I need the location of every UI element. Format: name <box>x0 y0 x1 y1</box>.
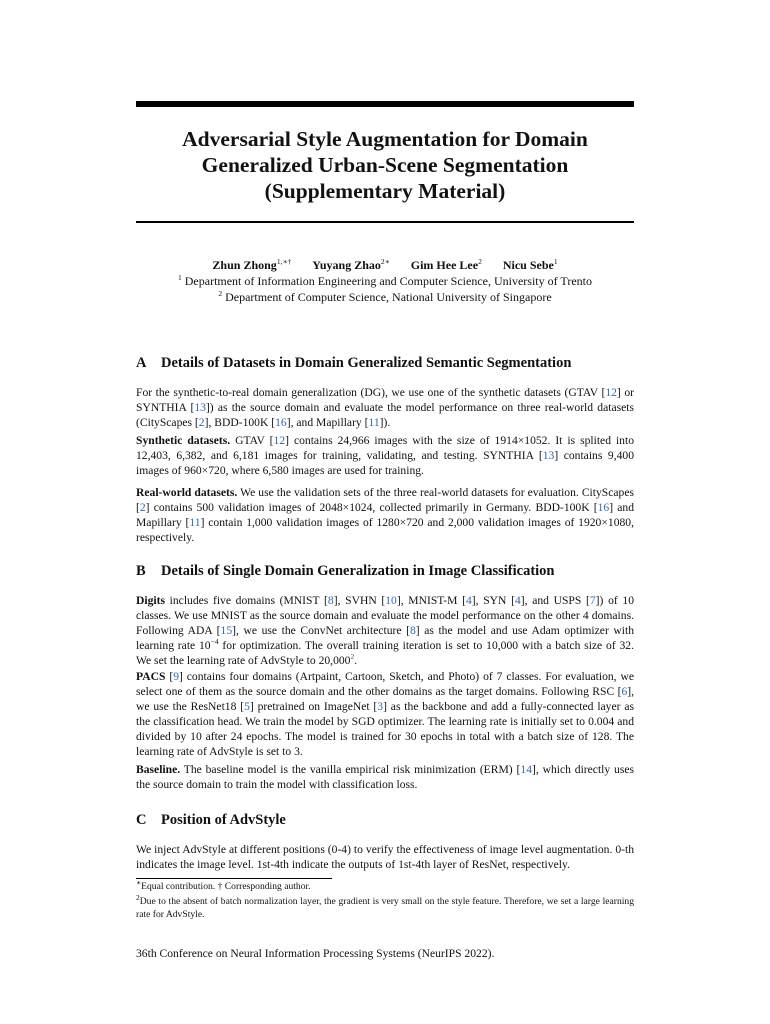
text-run: includes five domains (MNIST [ <box>164 594 328 607</box>
citation-link[interactable]: 6 <box>621 684 628 698</box>
affiliation <box>136 273 634 289</box>
footnote-mark: ∗ <box>136 877 142 887</box>
author-name: Gim Hee Lee <box>410 258 479 272</box>
footnote-text: Due to the absent of batch normalization layer, the gradient is very small on the style feature. Therefore, we set a large learning rate for AdvStyle. <box>136 896 634 920</box>
affiliation-mark: 2 <box>218 289 223 298</box>
affiliation-text: Department of Computer Science, National University of Singapore <box>225 290 552 304</box>
text-run: ]) of 10 classes. We use MNIST as the source domain and evaluate the model performance on the other 4 domains. Following ADA [ <box>136 594 634 637</box>
text-run: For the synthetic-to-real domain generalization (DG), we use one of the synthetic datasets (GTAV [ <box>136 386 606 399</box>
citation-link[interactable]: 9 <box>173 670 179 683</box>
paragraph-lead: Real-world datasets. <box>136 486 238 499</box>
author-marks: 2∗ <box>380 257 390 266</box>
text-run: ] as the backbone and add a fully-connected layer as the classification head. We train the model by SGD optimizer. The learning rate is initially set to 0.004 and divided by 10 after 24 epochs. The model is trained for 30 epochs in total with a batch size of 128. The learning rate of AdvStyle is set to 3. <box>136 699 634 758</box>
section-b-paragraph-2 <box>136 670 634 759</box>
text-run: ] and Mapillary [ <box>136 500 634 529</box>
author-name: Nicu Sebe <box>502 258 554 272</box>
section-number: C <box>136 812 147 828</box>
affiliation <box>136 289 634 305</box>
text-run: GTAV [ <box>230 434 274 447</box>
citation-link[interactable]: 4 <box>466 594 472 607</box>
citation-link[interactable]: 15 <box>220 623 233 637</box>
section-a-paragraph-3 <box>136 486 634 546</box>
text-run: ], SVHN [ <box>333 594 386 607</box>
citation-link[interactable]: 16 <box>597 500 610 514</box>
text-run: The baseline model is the vanilla empirical risk minimization (ERM) [ <box>180 763 521 776</box>
footnote-ref[interactable]: 2 <box>350 651 355 661</box>
footnote-rule <box>136 878 332 879</box>
citation-link[interactable]: 4 <box>514 594 521 607</box>
text-run: ], we use the ConvNet architecture [ <box>232 623 410 637</box>
citation-link[interactable]: 3 <box>377 699 384 713</box>
text-run: ], and Mapillary [ <box>286 415 369 429</box>
text-run: ], we use the ResNet18 [ <box>136 684 634 713</box>
text-run: ], MNIST-M [ <box>396 594 466 607</box>
author <box>503 258 558 272</box>
citation-link[interactable]: 12 <box>605 386 617 399</box>
affiliation-text: Department of Information Engineering and Computer Science, University of Trento <box>184 274 592 288</box>
citation-link[interactable]: 11 <box>368 415 380 429</box>
section-a-paragraph-1 <box>136 386 634 431</box>
author-list <box>136 257 634 273</box>
text-run: ] contain 1,000 validation images of 1280×720 and 2,000 validation images of 1920×1080, respectively. <box>136 515 634 544</box>
text-run: ], SYN [ <box>471 594 515 607</box>
section-b-paragraph-1 <box>136 594 634 669</box>
footnote-text: Equal contribution. † Corresponding author. <box>141 881 311 892</box>
text-run: ] contains 500 validation images of 2048×1024, collected primarily in Germany. BDD-100K [ <box>145 500 598 514</box>
citation-link[interactable]: 12 <box>273 434 286 447</box>
text-run: ] contains 9,400 images of 960×720, where 6,580 images are used for training. <box>136 448 634 477</box>
section-c-paragraph-1: We inject AdvStyle at different positions (0-4) to verify the effectiveness of image level augmentation. 0-th indicates the image level. 1st-4th indicate the outputs of 1st-4th layer of ResNet, respectively. <box>136 843 634 871</box>
author-marks: 2 <box>478 257 482 266</box>
section-b-heading <box>136 562 555 580</box>
author-name: Yuyang Zhao <box>312 258 381 272</box>
text-run: . <box>354 653 358 667</box>
author-marks: 1 <box>553 257 558 266</box>
section-a-paragraph-2 <box>136 434 634 479</box>
citation-link[interactable]: 16 <box>275 415 287 429</box>
title-top-rule <box>136 101 634 107</box>
citation-link[interactable]: 5 <box>244 699 250 713</box>
paragraph-lead: Digits <box>136 594 165 607</box>
section-title: Details of Datasets in Domain Generalized Semantic Segmentation <box>161 355 572 371</box>
citation-link[interactable]: 8 <box>327 594 334 607</box>
title-line-3: (Supplementary Material) <box>264 179 506 203</box>
text-run: ]) as the source domain and evaluate the model performance on three real-world datasets (CityScapes [ <box>136 400 634 429</box>
text-run: ] pretrained on ImageNet [ <box>249 699 378 713</box>
text-run: ] or SYNTHIA [ <box>136 386 634 414</box>
citation-link[interactable]: 11 <box>189 515 201 529</box>
author-block <box>136 257 634 305</box>
text-run: for optimization. The overall training iteration is set to 10,000 with a batch size of 32. We set the learning rate of AdvStyle to 20,000 <box>136 638 634 667</box>
citation-link[interactable]: 13 <box>194 400 206 414</box>
footnote-1 <box>136 877 634 894</box>
author-marks: 1,∗† <box>276 257 292 266</box>
footnote-2 <box>136 892 634 921</box>
paragraph-lead: Synthetic datasets. <box>136 434 231 447</box>
citation-link[interactable]: 10 <box>385 594 397 607</box>
author-name: Zhun Zhong <box>212 258 277 272</box>
title-line-2: Generalized Urban-Scene Segmentation <box>201 153 569 177</box>
paragraph-lead: Baseline. <box>136 763 181 776</box>
section-number: B <box>136 563 146 579</box>
section-title: Details of Single Domain Generalization in Image Classification <box>161 563 555 579</box>
text-run: We use the validation sets of the three real-world datasets for evaluation. CityScapes [ <box>136 486 634 514</box>
author <box>212 258 291 272</box>
affiliation-mark: 1 <box>178 273 182 282</box>
text-run: ] contains 24,966 images with the size of 1914×1052. It is splited into 12,403, 6,382, and 6,181 images for training, validating, and testing. SYNTHIA [ <box>136 434 634 462</box>
paragraph-lead: PACS <box>136 670 166 683</box>
citation-link[interactable]: 8 <box>409 623 416 637</box>
citation-link[interactable]: 2 <box>198 415 205 429</box>
text-run: ], which directly uses the source domain to train the model with classification loss. <box>136 763 634 791</box>
title-line-1: Adversarial Style Augmentation for Domain <box>182 127 588 151</box>
citation-link[interactable]: 13 <box>542 448 555 462</box>
citation-link[interactable]: 7 <box>589 594 596 607</box>
text-run: ] as the model and use Adam optimizer with learning rate 10 <box>136 623 635 652</box>
section-b-paragraph-3 <box>136 763 634 793</box>
section-number: A <box>136 355 147 371</box>
section-title: Position of AdvStyle <box>161 812 286 828</box>
citation-link[interactable]: 2 <box>139 500 146 514</box>
section-c-heading <box>136 811 286 829</box>
paper-title <box>136 126 634 204</box>
section-a-heading <box>136 354 571 372</box>
venue-line: 36th Conference on Neural Information Processing Systems (NeurIPS 2022). <box>136 947 495 960</box>
exponent: −4 <box>210 636 219 646</box>
footnote-mark: 2 <box>136 892 140 902</box>
text-run: ], and USPS [ <box>520 594 590 607</box>
text-run: [ <box>165 670 174 683</box>
text-run: ] contains four domains (Artpaint, Cartoon, Sketch, and Photo) of 7 classes. For evaluation, we select one of them as the source domain and the other domains as the target domains. Following RSC [ <box>136 670 634 698</box>
text-run: ], BDD-100K [ <box>204 415 276 429</box>
author <box>411 258 482 272</box>
author <box>312 258 389 272</box>
citation-link[interactable]: 14 <box>520 763 532 776</box>
text-run: ]). <box>379 415 391 429</box>
title-bottom-rule <box>136 221 634 223</box>
